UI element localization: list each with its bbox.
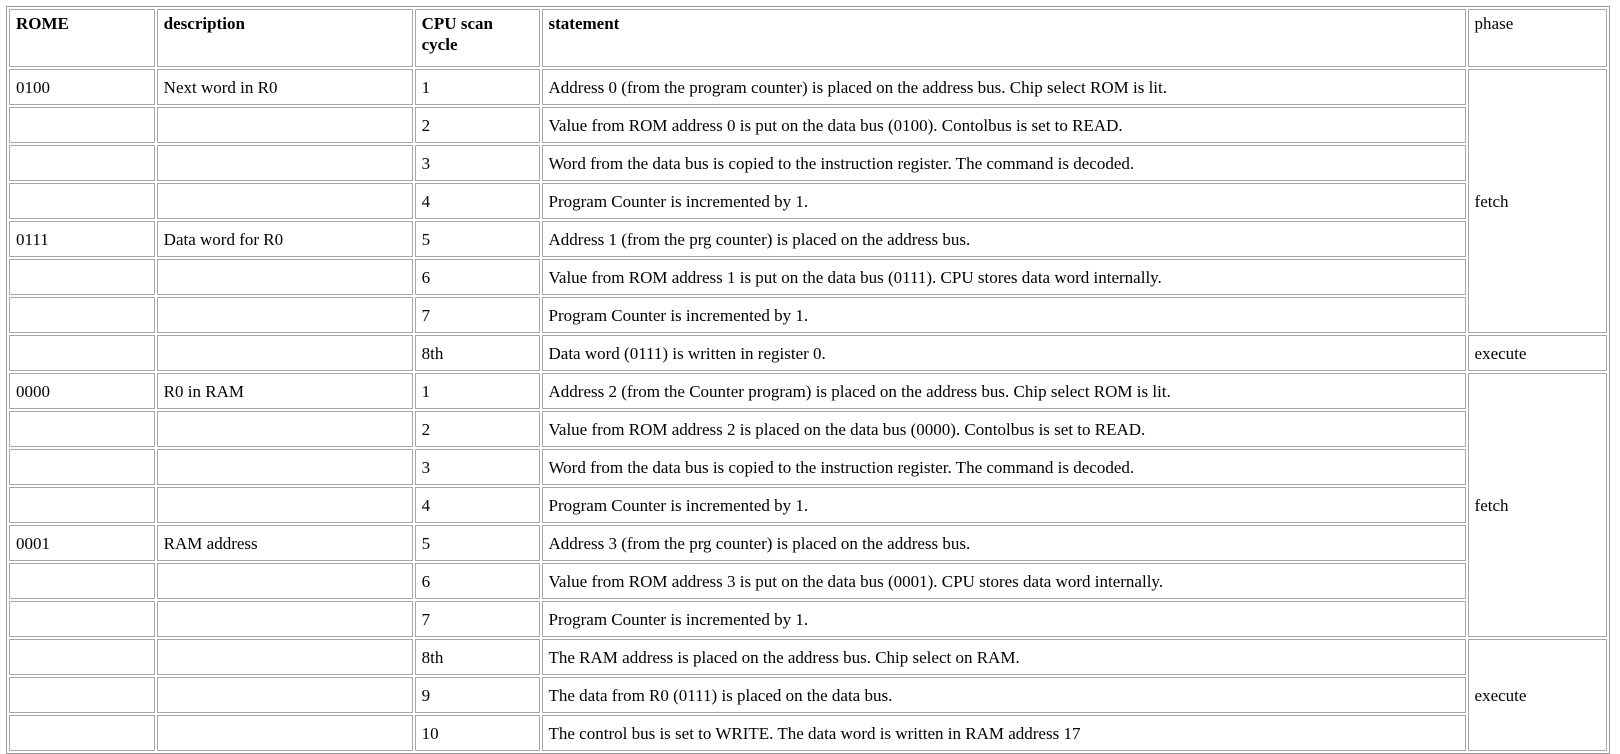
description-cell (157, 183, 413, 219)
table-row (9, 69, 1607, 105)
header-cycle-line2: cycle (421, 35, 458, 54)
description-cell: Data word for R0 (157, 221, 413, 257)
description-cell (157, 715, 413, 751)
description-cell (157, 411, 413, 447)
table-row (9, 221, 1607, 257)
statement-cell: Address 0 (from the program counter) is placed on the address bus. Chip select ROM is lit. (542, 69, 1466, 105)
table-row (9, 107, 1607, 143)
cycle-cell: 9 (415, 677, 540, 713)
phase-cell: fetch (1468, 373, 1607, 637)
rom-cell (9, 449, 155, 485)
statement-cell: Data word (0111) is written in register 0. (542, 335, 1466, 371)
statement-cell: Value from ROM address 0 is put on the data bus (0100). Contolbus is set to READ. (542, 107, 1466, 143)
statement-cell: The data from R0 (0111) is placed on the data bus. (542, 677, 1466, 713)
rom-cell (9, 639, 155, 675)
table-row (9, 411, 1607, 447)
cycle-cell: 4 (415, 183, 540, 219)
cycle-cell: 8th (415, 639, 540, 675)
description-cell (157, 259, 413, 295)
rom-cell: 0001 (9, 525, 155, 561)
cycle-cell: 1 (415, 373, 540, 409)
description-cell (157, 677, 413, 713)
cpu-cycle-table (6, 6, 1610, 754)
description-cell (157, 487, 413, 523)
header-cpu-scan-cycle (415, 9, 540, 67)
table-row (9, 563, 1607, 599)
description-cell (157, 601, 413, 637)
rom-cell: 0000 (9, 373, 155, 409)
statement-cell: Program Counter is incremented by 1. (542, 601, 1466, 637)
rom-cell (9, 677, 155, 713)
cycle-cell: 4 (415, 487, 540, 523)
rom-cell (9, 335, 155, 371)
statement-cell: Address 1 (from the prg counter) is placed on the address bus. (542, 221, 1466, 257)
table-row (9, 145, 1607, 181)
header-description: description (157, 9, 413, 67)
description-cell: RAM address (157, 525, 413, 561)
table-row (9, 449, 1607, 485)
rom-cell (9, 411, 155, 447)
cycle-cell: 2 (415, 107, 540, 143)
table-row (9, 297, 1607, 333)
phase-cell: execute (1468, 335, 1607, 371)
description-cell (157, 297, 413, 333)
description-cell (157, 145, 413, 181)
description-cell: R0 in RAM (157, 373, 413, 409)
cycle-cell: 3 (415, 449, 540, 485)
cycle-cell: 10 (415, 715, 540, 751)
table-row (9, 259, 1607, 295)
statement-cell: Word from the data bus is copied to the instruction register. The command is decoded. (542, 145, 1466, 181)
rom-cell (9, 183, 155, 219)
phase-cell: execute (1468, 639, 1607, 751)
cycle-cell: 2 (415, 411, 540, 447)
statement-cell: Program Counter is incremented by 1. (542, 487, 1466, 523)
header-statement: statement (542, 9, 1466, 67)
cycle-cell: 8th (415, 335, 540, 371)
rom-cell (9, 297, 155, 333)
table-row (9, 487, 1607, 523)
rom-cell (9, 145, 155, 181)
cycle-cell: 6 (415, 259, 540, 295)
header-phase: phase (1468, 9, 1607, 67)
table-row (9, 601, 1607, 637)
description-cell (157, 335, 413, 371)
rom-cell (9, 487, 155, 523)
table-row (9, 183, 1607, 219)
statement-cell: Address 2 (from the Counter program) is placed on the address bus. Chip select ROM is lit. (542, 373, 1466, 409)
table-row (9, 639, 1607, 675)
rom-cell (9, 601, 155, 637)
table-row (9, 715, 1607, 751)
description-cell (157, 639, 413, 675)
statement-cell: Address 3 (from the prg counter) is placed on the address bus. (542, 525, 1466, 561)
statement-cell: The RAM address is placed on the address bus. Chip select on RAM. (542, 639, 1466, 675)
cycle-cell: 5 (415, 221, 540, 257)
phase-cell: fetch (1468, 69, 1607, 333)
statement-cell: Value from ROM address 3 is put on the data bus (0001). CPU stores data word internally. (542, 563, 1466, 599)
rom-cell (9, 259, 155, 295)
description-cell (157, 449, 413, 485)
cycle-cell: 6 (415, 563, 540, 599)
statement-cell: Program Counter is incremented by 1. (542, 297, 1466, 333)
cycle-cell: 7 (415, 297, 540, 333)
statement-cell: Value from ROM address 2 is placed on the data bus (0000). Contolbus is set to READ. (542, 411, 1466, 447)
rom-cell: 0100 (9, 69, 155, 105)
statement-cell: Value from ROM address 1 is put on the data bus (0111). CPU stores data word internally. (542, 259, 1466, 295)
table-row (9, 525, 1607, 561)
rom-cell (9, 563, 155, 599)
description-cell (157, 107, 413, 143)
statement-cell: The control bus is set to WRITE. The data word is written in RAM address 17 (542, 715, 1466, 751)
table-body (9, 69, 1607, 751)
cycle-cell: 1 (415, 69, 540, 105)
table-row (9, 677, 1607, 713)
cycle-cell: 7 (415, 601, 540, 637)
header-row (9, 9, 1607, 67)
header-rome: ROME (9, 9, 155, 67)
rom-cell (9, 715, 155, 751)
cycle-cell: 3 (415, 145, 540, 181)
table-row (9, 335, 1607, 371)
statement-cell: Word from the data bus is copied to the instruction register. The command is decoded. (542, 449, 1466, 485)
description-cell: Next word in R0 (157, 69, 413, 105)
cycle-cell: 5 (415, 525, 540, 561)
rom-cell (9, 107, 155, 143)
rom-cell: 0111 (9, 221, 155, 257)
table-row (9, 373, 1607, 409)
header-cycle-line1: CPU scan (421, 14, 493, 33)
description-cell (157, 563, 413, 599)
statement-cell: Program Counter is incremented by 1. (542, 183, 1466, 219)
